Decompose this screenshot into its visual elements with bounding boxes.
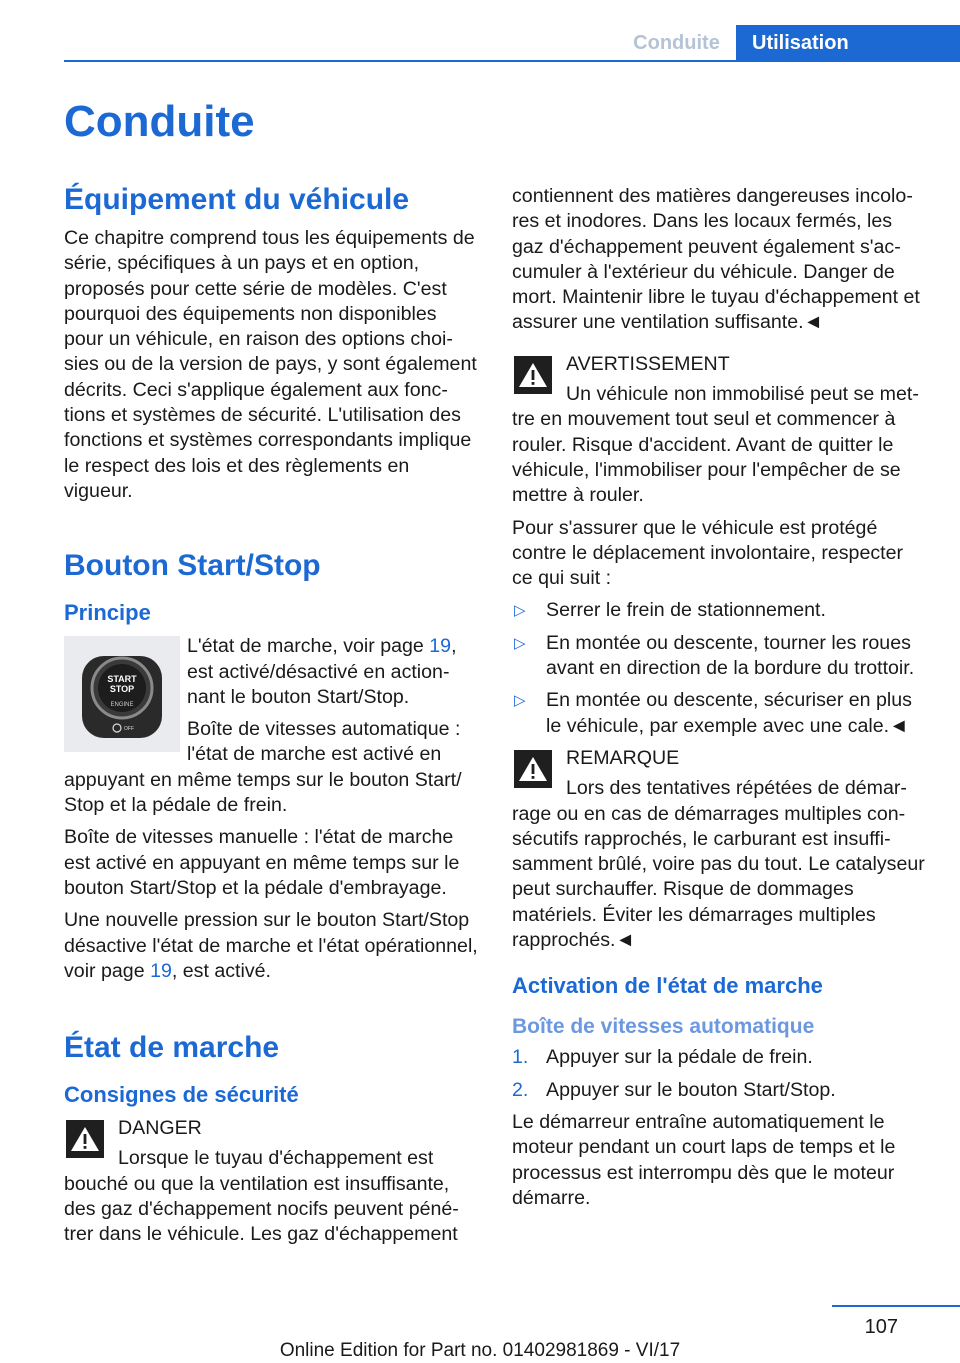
engine-label: ENGINE bbox=[110, 702, 134, 709]
bullet-icon: ▷ bbox=[514, 692, 526, 710]
start-stop-button-image bbox=[64, 636, 180, 752]
chapter-title: Conduite bbox=[64, 97, 255, 146]
header-section-tab[interactable]: Utilisation bbox=[736, 25, 960, 61]
start-stop-button-icon bbox=[72, 644, 172, 744]
section-title-equipement: Équipement du véhicule bbox=[64, 183, 410, 216]
subsection-title-consignes: Consignes de sécurité bbox=[64, 1082, 299, 1108]
subsection-title-activation: Activation de l'état de marche bbox=[512, 973, 823, 999]
header-rule bbox=[64, 60, 960, 62]
principe-paragraph-4: Une nouvelle pression sur le bouton Start/Stop désactive l'état de marche et l'état opérationnel, voir page 19, est activé. bbox=[64, 909, 478, 982]
danger-notice bbox=[64, 1116, 478, 1247]
page-link-19[interactable]: 19 bbox=[429, 635, 452, 658]
avertissement-text: Un véhicule non immobilisé peut se mettre en mouvement tout seul et commencer à rouler. Risque d'accident. Avant de quitter le véhicule, l'immobiliser pour l'empêcher de se mettre à rouler. bbox=[512, 383, 919, 507]
list-item: 2. Appuyer sur le bouton Start/Stop. bbox=[512, 1078, 836, 1101]
header-chapter-tab[interactable]: Conduite bbox=[633, 32, 720, 54]
list-item: 1. Appuyer sur la pédale de frein. bbox=[512, 1046, 813, 1069]
list-item: ▷ Serrer le frein de stationnement. bbox=[512, 598, 926, 623]
section-title-etat: État de marche bbox=[64, 1031, 280, 1065]
equipement-paragraph: Ce chapitre comprend tous les équipements de série, spécifiques à un pays et en option, proposés pour cette série de modèles. C'est pourquoi des équipements non disponibles pour un véhicule, en raison des options choisies ou de la version de pays, y sont également décrits. Ceci s'applique également aux fonctions et systèmes de sécurité. L'utilisation des fonctions et systèmes correspondants implique le respect des lois et des règlements en vigueur. bbox=[64, 227, 477, 502]
danger-title: DANGER bbox=[118, 1117, 202, 1140]
bullet-icon: ▷ bbox=[514, 634, 526, 652]
activation-steps bbox=[512, 1045, 926, 1103]
remarque-title: REMARQUE bbox=[566, 746, 680, 769]
danger-text: Lorsque le tuyau d'échappement est bouché ou que la ventilation est insuffisante, des gaz d'échappement nocifs peuvent pénétrer dans le véhicule. Les gaz d'échappement bbox=[64, 1147, 459, 1246]
avertissement-notice bbox=[512, 352, 926, 509]
principe-paragraph-1: L'état de marche, voir page 19, est activé/désactivé en actionnant le bouton Start/Stop. bbox=[187, 635, 457, 708]
left-column bbox=[64, 180, 478, 1248]
list-item: ▷ En montée ou descente, tourner les roues avant en direction de la bordure du trottoir. bbox=[514, 631, 915, 680]
principe-paragraph-2: Boîte de vitesses automatique : l'état de marche est activé en appuyant en même temps sur le bouton Start/ Stop et la pédale de frein. bbox=[64, 718, 462, 817]
subsection-title-principe: Principe bbox=[64, 600, 151, 626]
warning-triangle-icon bbox=[514, 356, 552, 394]
warning-triangle-icon bbox=[514, 750, 552, 788]
list-item: ▷ En montée ou descente, sécuriser en plus le véhicule, par exemple avec une cale.◄ bbox=[514, 689, 912, 737]
principe-paragraph-3: Boîte de vitesses manuelle : l'état de marche est activé en appuyant en même temps sur le bouton Start/Stop et la pédale d'embrayage. bbox=[64, 826, 460, 899]
safety-bullet-list bbox=[512, 598, 926, 738]
warning-triangle-icon bbox=[66, 1120, 104, 1158]
footer-rule bbox=[832, 1305, 960, 1307]
assurer-paragraph: Pour s'assurer que le véhicule est protégé contre le déplacement involontaire, respecter ce qui suit : bbox=[512, 516, 904, 590]
edition-note: Online Edition for Part no. 01402981869 - VI/17 bbox=[279, 1340, 681, 1361]
demarreur-paragraph: Le démarreur entraîne automatiquement le moteur pendant un court laps de temps et le processus est interrompu dès que le moteur démarre. bbox=[512, 1110, 896, 1209]
page-number: 107 bbox=[864, 1316, 898, 1338]
danger-continuation: contiennent des matières dangereuses incolores et inodores. Dans les locaux fermés, les gaz d'échappement peuvent également s'accumuler à l'extérieur du véhicule. Danger de mort. Maintenir libre le tuyau d'échappement et assurer une ventilation suffisante.◄ bbox=[512, 185, 920, 334]
subheading-boite-auto: Boîte de vitesses automatique bbox=[512, 1015, 815, 1039]
section-title-bouton: Bouton Start/Stop bbox=[64, 549, 321, 583]
bullet-icon: ▷ bbox=[514, 602, 526, 620]
stop-label: STOP bbox=[109, 684, 135, 695]
remarque-notice bbox=[512, 746, 926, 953]
right-column bbox=[512, 184, 926, 1218]
page-link-19-b[interactable]: 19 bbox=[150, 959, 172, 982]
start-label: START bbox=[107, 674, 137, 685]
off-label: OFF bbox=[124, 726, 134, 733]
avertissement-title: AVERTISSEMENT bbox=[566, 352, 730, 375]
remarque-text: Lors des tentatives répétées de démarrage ou en cas de démarrages multiples consécutifs rapprochés, le carburant est insuffisamment brûlé, voire pas du tout. Le catalyseur peut surchauffer. Risque de dommages matériels. Éviter les démarrages multiples rapprochés.◄ bbox=[512, 777, 925, 952]
